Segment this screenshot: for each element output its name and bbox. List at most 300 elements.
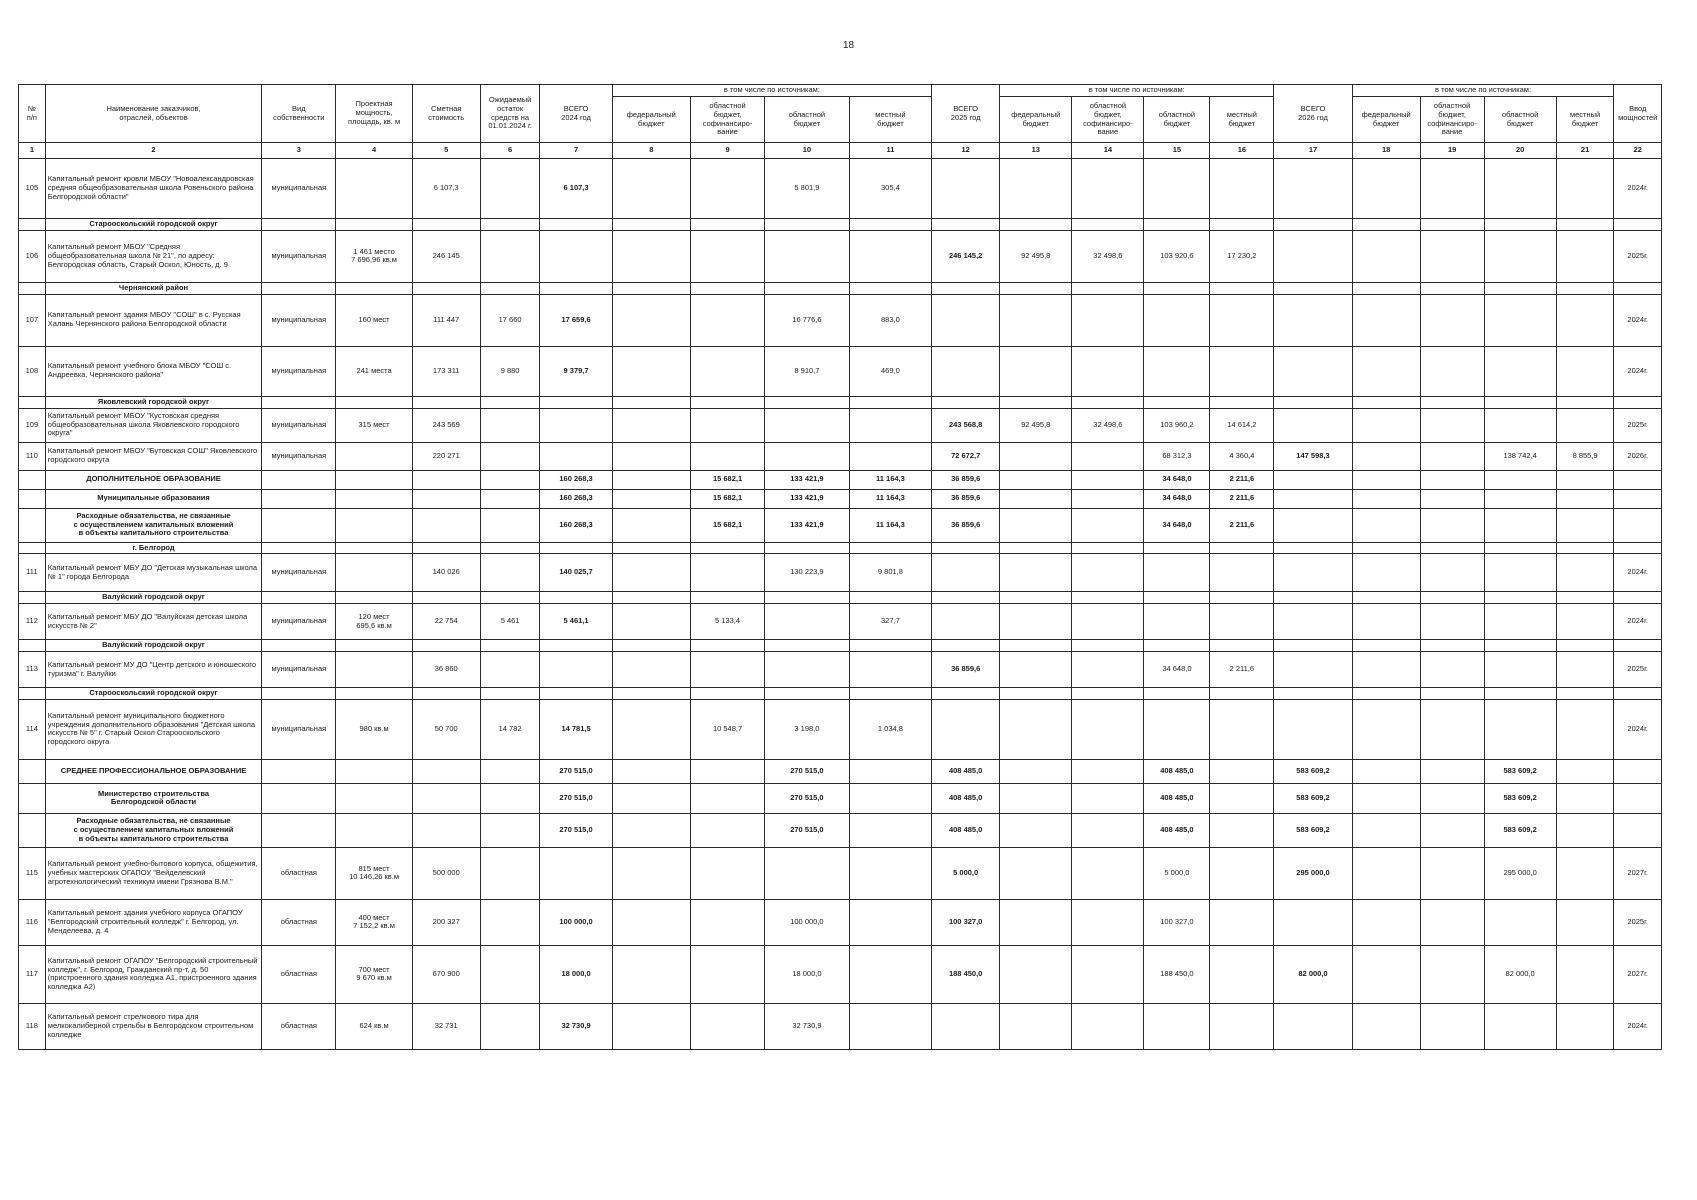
table-cell bbox=[336, 652, 412, 688]
table-cell bbox=[412, 219, 480, 231]
table-cell: 408 485,0 bbox=[932, 783, 1000, 813]
header-col-9: областной бюджет, софинансиро- вание bbox=[690, 97, 764, 143]
section-row bbox=[19, 219, 1662, 231]
table-cell bbox=[612, 759, 690, 783]
total-row bbox=[19, 470, 1662, 489]
table-cell: 17 659,6 bbox=[540, 294, 612, 346]
table-cell bbox=[849, 396, 931, 408]
table-cell bbox=[1274, 592, 1352, 604]
table-cell: 133 421,9 bbox=[765, 470, 850, 489]
table-cell bbox=[1144, 699, 1210, 759]
table-cell bbox=[849, 688, 931, 700]
table-cell: муниципальная bbox=[262, 652, 336, 688]
table-cell bbox=[1274, 508, 1352, 542]
table-cell: 82 000,0 bbox=[1274, 945, 1352, 1003]
table-cell bbox=[1000, 945, 1072, 1003]
object-name: Министерство строительства Белгородской области bbox=[45, 783, 261, 813]
table-cell bbox=[690, 652, 764, 688]
table-cell: 36 859,6 bbox=[932, 489, 1000, 508]
table-cell: 8 910,7 bbox=[765, 346, 850, 396]
table-cell: 408 485,0 bbox=[1144, 783, 1210, 813]
table-cell bbox=[1210, 945, 1274, 1003]
table-cell bbox=[849, 640, 931, 652]
table-cell bbox=[612, 489, 690, 508]
table-cell bbox=[1000, 219, 1072, 231]
table-cell bbox=[1072, 783, 1144, 813]
table-cell: 2027г. bbox=[1614, 847, 1662, 899]
table-cell bbox=[690, 554, 764, 592]
table-cell bbox=[1484, 699, 1556, 759]
table-cell bbox=[1210, 294, 1274, 346]
table-cell bbox=[480, 230, 540, 282]
table-cell: 5 000,0 bbox=[932, 847, 1000, 899]
table-cell bbox=[1000, 396, 1072, 408]
table-cell: 3 198,0 bbox=[765, 699, 850, 759]
table-cell bbox=[1072, 688, 1144, 700]
table-cell: 980 кв.м bbox=[336, 699, 412, 759]
table-cell bbox=[336, 470, 412, 489]
object-name: СРЕДНЕЕ ПРОФЕССИОНАЛЬНОЕ ОБРАЗОВАНИЕ bbox=[45, 759, 261, 783]
table-cell bbox=[412, 489, 480, 508]
table-cell bbox=[480, 396, 540, 408]
table-cell: 6 107,3 bbox=[540, 159, 612, 219]
table-cell: 243 568,8 bbox=[932, 408, 1000, 442]
table-cell: 2024г. bbox=[1614, 699, 1662, 759]
table-cell bbox=[336, 542, 412, 554]
table-cell bbox=[262, 759, 336, 783]
table-cell bbox=[1072, 604, 1144, 640]
table-cell bbox=[1420, 489, 1484, 508]
table-cell bbox=[765, 847, 850, 899]
table-cell bbox=[1556, 230, 1614, 282]
table-cell bbox=[849, 899, 931, 945]
table-cell bbox=[612, 294, 690, 346]
row-number: 116 bbox=[19, 899, 46, 945]
table-cell bbox=[1420, 470, 1484, 489]
table-cell bbox=[1072, 346, 1144, 396]
table-cell: областная bbox=[262, 847, 336, 899]
table-cell: 160 268,3 bbox=[540, 489, 612, 508]
table-cell bbox=[1274, 640, 1352, 652]
column-number-4: 4 bbox=[336, 143, 412, 159]
row-number: 105 bbox=[19, 159, 46, 219]
table-cell bbox=[1556, 652, 1614, 688]
header-col-4: Проектная мощность, площадь, кв. м bbox=[336, 85, 412, 143]
table-cell bbox=[612, 396, 690, 408]
header-col-12: ВСЕГО 2025 год bbox=[932, 85, 1000, 143]
table-cell bbox=[1420, 699, 1484, 759]
header-col-5: Сметная стоимость bbox=[412, 85, 480, 143]
section-label: г. Белгород bbox=[45, 542, 261, 554]
table-cell bbox=[1274, 899, 1352, 945]
column-number-12: 12 bbox=[932, 143, 1000, 159]
table-cell bbox=[19, 592, 46, 604]
table-cell bbox=[612, 470, 690, 489]
table-cell: 188 450,0 bbox=[932, 945, 1000, 1003]
section-row bbox=[19, 640, 1662, 652]
table-cell: 2025г. bbox=[1614, 408, 1662, 442]
table-cell: муниципальная bbox=[262, 604, 336, 640]
table-cell bbox=[849, 542, 931, 554]
table-row bbox=[19, 604, 1662, 640]
table-cell bbox=[612, 699, 690, 759]
table-cell bbox=[1210, 699, 1274, 759]
table-cell: 133 421,9 bbox=[765, 489, 850, 508]
table-cell: 2024г. bbox=[1614, 554, 1662, 592]
row-number: 107 bbox=[19, 294, 46, 346]
table-cell bbox=[1556, 346, 1614, 396]
table-cell bbox=[1210, 847, 1274, 899]
table-body bbox=[19, 143, 1662, 1050]
table-cell bbox=[1072, 294, 1144, 346]
table-cell: 16 776,6 bbox=[765, 294, 850, 346]
table-cell bbox=[612, 847, 690, 899]
table-cell: 68 312,3 bbox=[1144, 442, 1210, 470]
table-cell bbox=[1352, 813, 1420, 847]
table-cell bbox=[336, 783, 412, 813]
table-cell bbox=[1614, 813, 1662, 847]
table-cell bbox=[1210, 1003, 1274, 1049]
table-cell bbox=[1210, 783, 1274, 813]
table-cell bbox=[1484, 1003, 1556, 1049]
table-cell: 133 421,9 bbox=[765, 508, 850, 542]
table-cell: 100 327,0 bbox=[1144, 899, 1210, 945]
table-cell bbox=[412, 396, 480, 408]
table-cell: областная bbox=[262, 899, 336, 945]
table-cell bbox=[690, 640, 764, 652]
table-cell bbox=[612, 604, 690, 640]
table-cell: 469,0 bbox=[849, 346, 931, 396]
table-cell bbox=[480, 688, 540, 700]
column-number-7: 7 bbox=[540, 143, 612, 159]
table-cell: муниципальная bbox=[262, 699, 336, 759]
table-cell: 246 145 bbox=[412, 230, 480, 282]
table-cell bbox=[1352, 470, 1420, 489]
table-cell bbox=[1072, 554, 1144, 592]
column-number-10: 10 bbox=[765, 143, 850, 159]
table-cell bbox=[1072, 899, 1144, 945]
table-cell: 241 места bbox=[336, 346, 412, 396]
table-cell bbox=[1210, 396, 1274, 408]
table-cell bbox=[336, 282, 412, 294]
table-cell bbox=[1420, 604, 1484, 640]
table-cell: муниципальная bbox=[262, 230, 336, 282]
table-cell bbox=[690, 759, 764, 783]
column-number-17: 17 bbox=[1274, 143, 1352, 159]
table-row bbox=[19, 1003, 1662, 1049]
table-cell: 295 000,0 bbox=[1274, 847, 1352, 899]
table-cell bbox=[1000, 813, 1072, 847]
table-cell bbox=[1072, 640, 1144, 652]
table-cell bbox=[932, 640, 1000, 652]
column-number-6: 6 bbox=[480, 143, 540, 159]
column-number-2: 2 bbox=[45, 143, 261, 159]
table-cell bbox=[1274, 159, 1352, 219]
table-cell bbox=[412, 542, 480, 554]
table-cell bbox=[1274, 470, 1352, 489]
column-number-5: 5 bbox=[412, 143, 480, 159]
table-cell bbox=[690, 847, 764, 899]
table-cell bbox=[1000, 699, 1072, 759]
table-cell bbox=[1210, 640, 1274, 652]
table-cell bbox=[1144, 282, 1210, 294]
table-cell bbox=[1556, 699, 1614, 759]
table-cell bbox=[1000, 159, 1072, 219]
section-label: Чернянский район bbox=[45, 282, 261, 294]
table-cell: 624 кв.м bbox=[336, 1003, 412, 1049]
table-cell: 408 485,0 bbox=[1144, 759, 1210, 783]
table-cell bbox=[1484, 592, 1556, 604]
column-number-9: 9 bbox=[690, 143, 764, 159]
table-cell bbox=[1274, 346, 1352, 396]
row-number: 117 bbox=[19, 945, 46, 1003]
table-cell bbox=[480, 783, 540, 813]
table-cell: 408 485,0 bbox=[1144, 813, 1210, 847]
header-col-6: Ожидаемый остаток средств на 01.01.2024 г. bbox=[480, 85, 540, 143]
table-cell bbox=[765, 542, 850, 554]
table-cell bbox=[336, 813, 412, 847]
table-cell: 17 660 bbox=[480, 294, 540, 346]
section-label: Старооскольский городской округ bbox=[45, 219, 261, 231]
table-cell bbox=[1484, 294, 1556, 346]
table-cell bbox=[932, 554, 1000, 592]
table-cell bbox=[540, 652, 612, 688]
table-cell bbox=[1484, 542, 1556, 554]
table-cell bbox=[690, 542, 764, 554]
table-cell bbox=[1352, 604, 1420, 640]
table-cell: муниципальная bbox=[262, 408, 336, 442]
table-cell bbox=[932, 294, 1000, 346]
table-cell bbox=[262, 640, 336, 652]
table-cell bbox=[690, 408, 764, 442]
table-row bbox=[19, 294, 1662, 346]
object-name: Муниципальные образования bbox=[45, 489, 261, 508]
table-cell bbox=[849, 408, 931, 442]
table-cell bbox=[1420, 847, 1484, 899]
table-cell bbox=[932, 604, 1000, 640]
table-cell bbox=[1484, 408, 1556, 442]
table-cell bbox=[1614, 592, 1662, 604]
table-cell bbox=[1000, 759, 1072, 783]
section-row bbox=[19, 542, 1662, 554]
table-cell bbox=[480, 640, 540, 652]
table-cell bbox=[1614, 219, 1662, 231]
table-cell bbox=[612, 159, 690, 219]
table-cell bbox=[480, 899, 540, 945]
table-cell bbox=[1072, 592, 1144, 604]
object-name: ДОПОЛНИТЕЛЬНОЕ ОБРАЗОВАНИЕ bbox=[45, 470, 261, 489]
table-cell bbox=[19, 282, 46, 294]
table-cell bbox=[612, 813, 690, 847]
table-cell bbox=[1420, 759, 1484, 783]
table-cell bbox=[1072, 759, 1144, 783]
table-cell: 270 515,0 bbox=[765, 759, 850, 783]
table-cell bbox=[1210, 688, 1274, 700]
table-cell bbox=[1614, 489, 1662, 508]
table-cell bbox=[1274, 699, 1352, 759]
table-cell: 315 мест bbox=[336, 408, 412, 442]
table-cell: 500 000 bbox=[412, 847, 480, 899]
table-cell: 2024г. bbox=[1614, 346, 1662, 396]
table-cell bbox=[690, 346, 764, 396]
table-cell: 270 515,0 bbox=[540, 783, 612, 813]
table-cell bbox=[1484, 230, 1556, 282]
table-cell: 4 360,4 bbox=[1210, 442, 1274, 470]
table-cell bbox=[1352, 489, 1420, 508]
table-cell bbox=[1420, 640, 1484, 652]
table-cell bbox=[690, 282, 764, 294]
table-cell bbox=[336, 489, 412, 508]
table-row bbox=[19, 230, 1662, 282]
table-cell: 36 859,6 bbox=[932, 652, 1000, 688]
row-number: 109 bbox=[19, 408, 46, 442]
column-number-19: 19 bbox=[1420, 143, 1484, 159]
table-cell bbox=[932, 282, 1000, 294]
table-cell bbox=[849, 847, 931, 899]
table-cell bbox=[1614, 759, 1662, 783]
table-cell bbox=[1556, 1003, 1614, 1049]
table-cell bbox=[262, 508, 336, 542]
table-cell bbox=[849, 230, 931, 282]
table-cell bbox=[1556, 408, 1614, 442]
table-cell bbox=[1000, 542, 1072, 554]
table-cell bbox=[540, 592, 612, 604]
header-col-7: ВСЕГО 2024 год bbox=[540, 85, 612, 143]
table-cell bbox=[932, 346, 1000, 396]
table-cell: 270 515,0 bbox=[765, 783, 850, 813]
table-cell bbox=[412, 640, 480, 652]
table-cell: 400 мест 7 152,2 кв.м bbox=[336, 899, 412, 945]
table-cell bbox=[1352, 688, 1420, 700]
table-cell bbox=[19, 542, 46, 554]
table-cell bbox=[1484, 346, 1556, 396]
table-cell: 100 000,0 bbox=[765, 899, 850, 945]
table-cell: 36 859,6 bbox=[932, 470, 1000, 489]
table-cell bbox=[612, 346, 690, 396]
object-name: Капитальный ремонт здания учебного корпуса ОГАПОУ "Белгородский строительный колледж" г. Белгород, ул. Менделеева, д. 4 bbox=[45, 899, 261, 945]
table-cell bbox=[612, 542, 690, 554]
table-cell bbox=[849, 813, 931, 847]
table-cell: 295 000,0 bbox=[1484, 847, 1556, 899]
table-cell bbox=[1614, 282, 1662, 294]
table-cell bbox=[1274, 1003, 1352, 1049]
table-cell bbox=[19, 219, 46, 231]
table-cell bbox=[1274, 396, 1352, 408]
table-cell bbox=[1144, 396, 1210, 408]
table-row bbox=[19, 699, 1662, 759]
row-number bbox=[19, 759, 46, 783]
column-number-18: 18 bbox=[1352, 143, 1420, 159]
table-cell bbox=[412, 813, 480, 847]
table-cell: 140 025,7 bbox=[540, 554, 612, 592]
table-row bbox=[19, 652, 1662, 688]
table-cell bbox=[412, 592, 480, 604]
table-cell bbox=[1210, 159, 1274, 219]
table-cell bbox=[1484, 159, 1556, 219]
table-cell bbox=[1000, 688, 1072, 700]
table-cell: 82 000,0 bbox=[1484, 945, 1556, 1003]
table-cell bbox=[1420, 813, 1484, 847]
table-cell: 2024г. bbox=[1614, 159, 1662, 219]
table-cell bbox=[1420, 219, 1484, 231]
table-cell bbox=[765, 230, 850, 282]
table-cell: 246 145,2 bbox=[932, 230, 1000, 282]
table-cell: 883,0 bbox=[849, 294, 931, 346]
table-cell: 147 598,3 bbox=[1274, 442, 1352, 470]
row-number bbox=[19, 783, 46, 813]
table-cell: областная bbox=[262, 945, 336, 1003]
table-cell bbox=[1556, 783, 1614, 813]
table-cell bbox=[336, 592, 412, 604]
table-cell bbox=[1072, 508, 1144, 542]
table-cell bbox=[336, 640, 412, 652]
table-cell: 6 107,3 bbox=[412, 159, 480, 219]
table-cell bbox=[1210, 604, 1274, 640]
table-cell bbox=[1352, 1003, 1420, 1049]
table-cell bbox=[1484, 470, 1556, 489]
table-cell bbox=[1420, 282, 1484, 294]
table-cell bbox=[1352, 542, 1420, 554]
table-cell bbox=[1000, 652, 1072, 688]
table-cell: 34 648,0 bbox=[1144, 489, 1210, 508]
table-row bbox=[19, 442, 1662, 470]
table-cell bbox=[1484, 640, 1556, 652]
table-cell bbox=[1274, 542, 1352, 554]
table-cell: муниципальная bbox=[262, 346, 336, 396]
row-number bbox=[19, 489, 46, 508]
table-cell bbox=[1556, 592, 1614, 604]
table-cell: 92 495,8 bbox=[1000, 230, 1072, 282]
table-cell bbox=[1420, 442, 1484, 470]
table-cell bbox=[765, 219, 850, 231]
table-cell bbox=[690, 813, 764, 847]
table-cell bbox=[765, 640, 850, 652]
table-cell bbox=[1420, 396, 1484, 408]
table-cell bbox=[1556, 396, 1614, 408]
table-cell: 100 000,0 bbox=[540, 899, 612, 945]
table-cell bbox=[412, 759, 480, 783]
section-row bbox=[19, 592, 1662, 604]
table-cell bbox=[480, 813, 540, 847]
header-col-19: областной бюджет, софинансиро- вание bbox=[1420, 97, 1484, 143]
table-cell bbox=[1420, 783, 1484, 813]
table-cell bbox=[690, 294, 764, 346]
table-row bbox=[19, 945, 1662, 1003]
table-cell: муниципальная bbox=[262, 159, 336, 219]
row-number: 108 bbox=[19, 346, 46, 396]
table-cell bbox=[19, 688, 46, 700]
table-cell: 17 230,2 bbox=[1210, 230, 1274, 282]
table-cell bbox=[765, 442, 850, 470]
table-cell bbox=[690, 945, 764, 1003]
table-cell bbox=[612, 640, 690, 652]
table-cell bbox=[849, 759, 931, 783]
table-cell bbox=[336, 159, 412, 219]
table-cell bbox=[1210, 219, 1274, 231]
table-cell bbox=[1556, 489, 1614, 508]
table-cell bbox=[1352, 759, 1420, 783]
table-cell bbox=[1144, 219, 1210, 231]
table-cell bbox=[336, 508, 412, 542]
table-cell: 14 614,2 bbox=[1210, 408, 1274, 442]
table-cell bbox=[1000, 847, 1072, 899]
table-cell: 111 447 bbox=[412, 294, 480, 346]
table-cell bbox=[849, 592, 931, 604]
table-cell bbox=[1352, 945, 1420, 1003]
table-cell: 34 648,0 bbox=[1144, 652, 1210, 688]
table-cell bbox=[1144, 346, 1210, 396]
table-cell bbox=[540, 230, 612, 282]
